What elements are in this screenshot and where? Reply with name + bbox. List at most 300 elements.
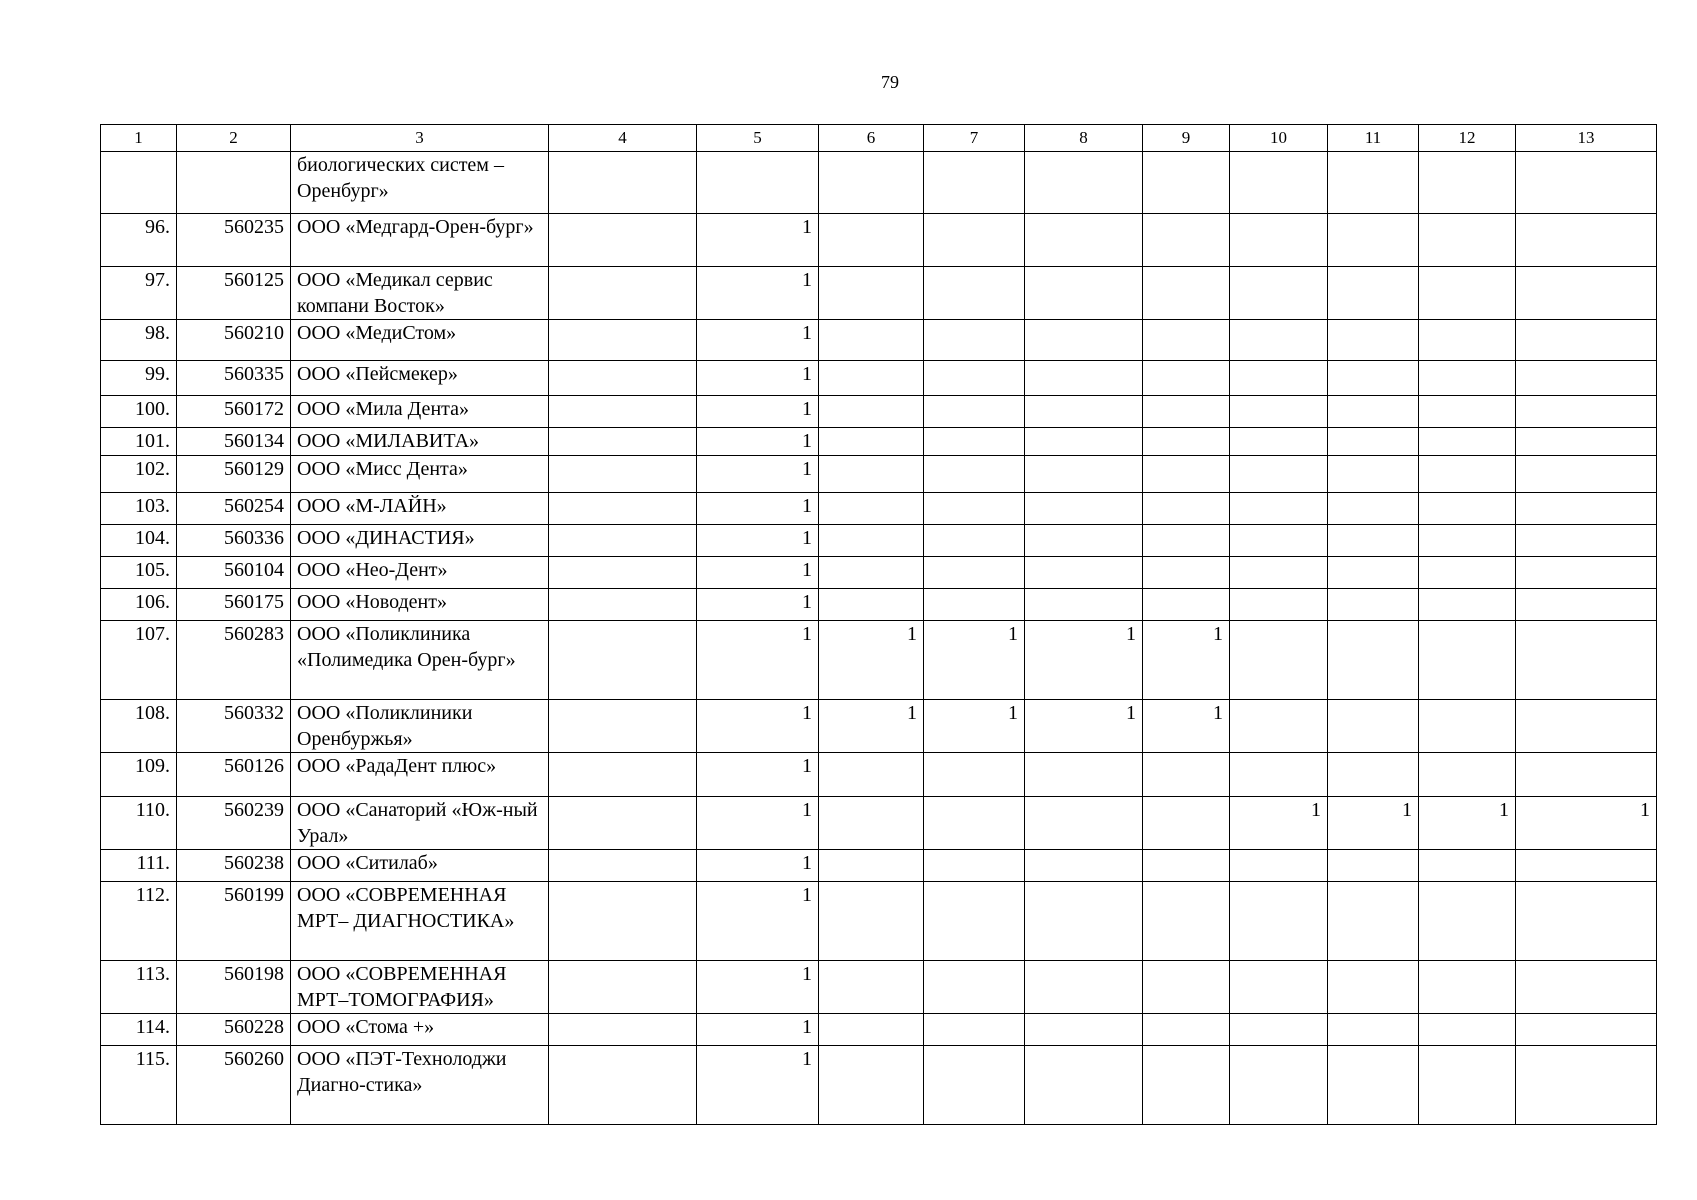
value-col-6 [819, 557, 924, 589]
col-header-8: 8 [1025, 125, 1143, 152]
value-col-5: 1 [697, 396, 819, 428]
org-name: ООО «Ситилаб» [291, 850, 549, 882]
value-col-13 [1516, 493, 1657, 525]
table-row [101, 882, 1657, 961]
value-col-9 [1143, 428, 1230, 456]
value-col-4 [549, 320, 697, 361]
value-col-5: 1 [697, 493, 819, 525]
org-code: 560198 [177, 961, 291, 1014]
org-name: ООО «МедиСтом» [291, 320, 549, 361]
table-row [101, 1046, 1657, 1125]
table-row [101, 797, 1657, 850]
value-col-10 [1230, 700, 1328, 753]
org-code: 560254 [177, 493, 291, 525]
row-number: 113. [101, 961, 177, 1014]
value-col-10 [1230, 361, 1328, 396]
value-col-7 [924, 456, 1025, 493]
col-header-1: 1 [101, 125, 177, 152]
value-col-6 [819, 1014, 924, 1046]
value-col-12 [1419, 152, 1516, 214]
value-col-9 [1143, 152, 1230, 214]
value-col-12: 1 [1419, 797, 1516, 850]
value-col-7: 1 [924, 621, 1025, 700]
value-col-4 [549, 493, 697, 525]
value-col-8 [1025, 1046, 1143, 1125]
org-name: ООО «ПЭТ-Технолоджи Диагно-стика» [291, 1046, 549, 1125]
value-col-10 [1230, 850, 1328, 882]
value-col-12 [1419, 850, 1516, 882]
value-col-11 [1328, 961, 1419, 1014]
value-col-11 [1328, 753, 1419, 797]
value-col-9 [1143, 850, 1230, 882]
value-col-4 [549, 589, 697, 621]
value-col-8 [1025, 882, 1143, 961]
value-col-8 [1025, 850, 1143, 882]
org-name: ООО «Пейсмекер» [291, 361, 549, 396]
value-col-10 [1230, 267, 1328, 320]
value-col-7 [924, 882, 1025, 961]
row-number: 115. [101, 1046, 177, 1125]
value-col-10 [1230, 621, 1328, 700]
value-col-10 [1230, 557, 1328, 589]
value-col-10 [1230, 214, 1328, 267]
value-col-7 [924, 961, 1025, 1014]
value-col-9 [1143, 961, 1230, 1014]
value-col-11 [1328, 320, 1419, 361]
row-number: 99. [101, 361, 177, 396]
value-col-6 [819, 361, 924, 396]
table-row [101, 214, 1657, 267]
value-col-11 [1328, 1014, 1419, 1046]
row-number: 103. [101, 493, 177, 525]
value-col-12 [1419, 589, 1516, 621]
table-row [101, 456, 1657, 493]
org-code: 560104 [177, 557, 291, 589]
table-row [101, 1014, 1657, 1046]
org-code: 560336 [177, 525, 291, 557]
value-col-5: 1 [697, 557, 819, 589]
value-col-11 [1328, 267, 1419, 320]
value-col-12 [1419, 557, 1516, 589]
value-col-10 [1230, 1046, 1328, 1125]
row-number: 98. [101, 320, 177, 361]
value-col-5: 1 [697, 214, 819, 267]
value-col-12 [1419, 214, 1516, 267]
value-col-7 [924, 753, 1025, 797]
value-col-7 [924, 589, 1025, 621]
value-col-5: 1 [697, 753, 819, 797]
value-col-13 [1516, 152, 1657, 214]
value-col-11 [1328, 456, 1419, 493]
value-col-5: 1 [697, 961, 819, 1014]
row-number: 114. [101, 1014, 177, 1046]
value-col-6 [819, 589, 924, 621]
value-col-8 [1025, 214, 1143, 267]
org-code: 560210 [177, 320, 291, 361]
value-col-5: 1 [697, 621, 819, 700]
value-col-5: 1 [697, 1014, 819, 1046]
org-code: 560228 [177, 1014, 291, 1046]
col-header-12: 12 [1419, 125, 1516, 152]
value-col-10 [1230, 428, 1328, 456]
value-col-5 [697, 152, 819, 214]
value-col-10 [1230, 525, 1328, 557]
value-col-13 [1516, 882, 1657, 961]
table-row [101, 621, 1657, 700]
row-number: 100. [101, 396, 177, 428]
value-col-4 [549, 428, 697, 456]
value-col-4 [549, 152, 697, 214]
value-col-11 [1328, 1046, 1419, 1125]
value-col-4 [549, 961, 697, 1014]
value-col-8 [1025, 797, 1143, 850]
value-col-8 [1025, 396, 1143, 428]
value-col-9 [1143, 797, 1230, 850]
org-name: ООО «Медикал сервис компани Восток» [291, 267, 549, 320]
value-col-13 [1516, 621, 1657, 700]
value-col-4 [549, 557, 697, 589]
value-col-13 [1516, 320, 1657, 361]
org-code: 560239 [177, 797, 291, 850]
value-col-13 [1516, 1046, 1657, 1125]
value-col-10 [1230, 961, 1328, 1014]
org-code: 560134 [177, 428, 291, 456]
value-col-6 [819, 456, 924, 493]
org-name: ООО «Стома +» [291, 1014, 549, 1046]
value-col-6 [819, 753, 924, 797]
table-row [101, 267, 1657, 320]
col-header-6: 6 [819, 125, 924, 152]
org-code: 560129 [177, 456, 291, 493]
value-col-9 [1143, 1046, 1230, 1125]
org-name: ООО «МИЛАВИТА» [291, 428, 549, 456]
org-code [177, 152, 291, 214]
value-col-5: 1 [697, 361, 819, 396]
value-col-10 [1230, 753, 1328, 797]
value-col-13 [1516, 214, 1657, 267]
table-row [101, 525, 1657, 557]
value-col-11 [1328, 589, 1419, 621]
org-name: ООО «СОВРЕМЕННАЯ МРТ–ТОМОГРАФИЯ» [291, 961, 549, 1014]
value-col-12 [1419, 267, 1516, 320]
value-col-9 [1143, 589, 1230, 621]
org-code: 560172 [177, 396, 291, 428]
value-col-7 [924, 428, 1025, 456]
value-col-12 [1419, 621, 1516, 700]
value-col-10 [1230, 456, 1328, 493]
value-col-7 [924, 1046, 1025, 1125]
value-col-9 [1143, 882, 1230, 961]
org-name: ООО «Поликлиника «Полимедика Орен-бург» [291, 621, 549, 700]
value-col-12 [1419, 882, 1516, 961]
value-col-4 [549, 753, 697, 797]
value-col-7 [924, 320, 1025, 361]
value-col-8 [1025, 1014, 1143, 1046]
value-col-9 [1143, 214, 1230, 267]
value-col-10 [1230, 882, 1328, 961]
value-col-8: 1 [1025, 700, 1143, 753]
value-col-7 [924, 797, 1025, 850]
value-col-10: 1 [1230, 797, 1328, 850]
org-code: 560260 [177, 1046, 291, 1125]
org-code: 560335 [177, 361, 291, 396]
value-col-6 [819, 1046, 924, 1125]
value-col-9: 1 [1143, 621, 1230, 700]
row-number: 110. [101, 797, 177, 850]
value-col-13 [1516, 456, 1657, 493]
value-col-13 [1516, 753, 1657, 797]
value-col-11: 1 [1328, 797, 1419, 850]
value-col-8 [1025, 456, 1143, 493]
value-col-6 [819, 267, 924, 320]
value-col-12 [1419, 700, 1516, 753]
org-code: 560238 [177, 850, 291, 882]
value-col-9 [1143, 525, 1230, 557]
row-number: 96. [101, 214, 177, 267]
value-col-11 [1328, 428, 1419, 456]
value-col-6 [819, 320, 924, 361]
value-col-12 [1419, 396, 1516, 428]
value-col-6 [819, 525, 924, 557]
value-col-10 [1230, 396, 1328, 428]
value-col-6 [819, 797, 924, 850]
value-col-6 [819, 396, 924, 428]
value-col-11 [1328, 214, 1419, 267]
value-col-13 [1516, 361, 1657, 396]
value-col-6 [819, 493, 924, 525]
value-col-13 [1516, 428, 1657, 456]
table-row [101, 493, 1657, 525]
org-name: ООО «Нео-Дент» [291, 557, 549, 589]
value-col-4 [549, 621, 697, 700]
value-col-13 [1516, 557, 1657, 589]
value-col-4 [549, 361, 697, 396]
value-col-6 [819, 961, 924, 1014]
value-col-11 [1328, 525, 1419, 557]
value-col-8 [1025, 428, 1143, 456]
value-col-6: 1 [819, 700, 924, 753]
value-col-9 [1143, 557, 1230, 589]
value-col-7 [924, 557, 1025, 589]
value-col-4 [549, 214, 697, 267]
value-col-12 [1419, 961, 1516, 1014]
org-name: ООО «М-ЛАЙН» [291, 493, 549, 525]
value-col-5: 1 [697, 589, 819, 621]
table-row [101, 850, 1657, 882]
value-col-7: 1 [924, 700, 1025, 753]
org-code: 560175 [177, 589, 291, 621]
value-col-12 [1419, 1046, 1516, 1125]
value-col-11 [1328, 361, 1419, 396]
value-col-12 [1419, 320, 1516, 361]
value-col-9 [1143, 361, 1230, 396]
value-col-8 [1025, 361, 1143, 396]
org-name: ООО «Новодент» [291, 589, 549, 621]
org-name: ООО «Санаторий «Юж-ный Урал» [291, 797, 549, 850]
value-col-11 [1328, 621, 1419, 700]
value-col-8 [1025, 557, 1143, 589]
value-col-9 [1143, 753, 1230, 797]
row-number: 107. [101, 621, 177, 700]
value-col-13 [1516, 700, 1657, 753]
row-number [101, 152, 177, 214]
value-col-7 [924, 214, 1025, 267]
value-col-7 [924, 152, 1025, 214]
value-col-4 [549, 456, 697, 493]
row-number: 112. [101, 882, 177, 961]
value-col-11 [1328, 493, 1419, 525]
value-col-13: 1 [1516, 797, 1657, 850]
row-number: 104. [101, 525, 177, 557]
value-col-13 [1516, 267, 1657, 320]
row-number: 101. [101, 428, 177, 456]
row-number: 105. [101, 557, 177, 589]
value-col-7 [924, 525, 1025, 557]
row-number: 109. [101, 753, 177, 797]
value-col-6 [819, 214, 924, 267]
table-row [101, 557, 1657, 589]
col-header-13: 13 [1516, 125, 1657, 152]
col-header-9: 9 [1143, 125, 1230, 152]
value-col-9 [1143, 396, 1230, 428]
value-col-8 [1025, 525, 1143, 557]
value-col-11 [1328, 396, 1419, 428]
value-col-9 [1143, 456, 1230, 493]
value-col-8 [1025, 961, 1143, 1014]
column-number-header [101, 125, 1657, 152]
value-col-11 [1328, 557, 1419, 589]
value-col-5: 1 [697, 267, 819, 320]
value-col-7 [924, 267, 1025, 320]
value-col-5: 1 [697, 882, 819, 961]
row-number: 102. [101, 456, 177, 493]
org-name: ООО «Поликлиники Оренбуржья» [291, 700, 549, 753]
value-col-9 [1143, 320, 1230, 361]
value-col-10 [1230, 320, 1328, 361]
value-col-9: 1 [1143, 700, 1230, 753]
value-col-12 [1419, 361, 1516, 396]
value-col-4 [549, 1046, 697, 1125]
org-code: 560126 [177, 753, 291, 797]
value-col-4 [549, 882, 697, 961]
org-code: 560235 [177, 214, 291, 267]
org-code: 560199 [177, 882, 291, 961]
value-col-13 [1516, 589, 1657, 621]
value-col-6 [819, 152, 924, 214]
org-name: биологических систем – Оренбург» [291, 152, 549, 214]
col-header-5: 5 [697, 125, 819, 152]
value-col-12 [1419, 753, 1516, 797]
value-col-4 [549, 850, 697, 882]
col-header-11: 11 [1328, 125, 1419, 152]
value-col-12 [1419, 1014, 1516, 1046]
col-header-7: 7 [924, 125, 1025, 152]
table-row [101, 361, 1657, 396]
org-name: ООО «СОВРЕМЕННАЯ МРТ– ДИАГНОСТИКА» [291, 882, 549, 961]
value-col-8 [1025, 589, 1143, 621]
value-col-4 [549, 1014, 697, 1046]
table-row [101, 589, 1657, 621]
value-col-5: 1 [697, 320, 819, 361]
value-col-12 [1419, 493, 1516, 525]
value-col-13 [1516, 961, 1657, 1014]
value-col-13 [1516, 1014, 1657, 1046]
value-col-8 [1025, 753, 1143, 797]
org-name: ООО «Мила Дента» [291, 396, 549, 428]
row-number: 111. [101, 850, 177, 882]
value-col-12 [1419, 525, 1516, 557]
value-col-4 [549, 700, 697, 753]
row-number: 108. [101, 700, 177, 753]
org-name: ООО «Мисс Дента» [291, 456, 549, 493]
value-col-10 [1230, 1014, 1328, 1046]
value-col-11 [1328, 700, 1419, 753]
col-header-4: 4 [549, 125, 697, 152]
value-col-9 [1143, 493, 1230, 525]
value-col-8 [1025, 267, 1143, 320]
value-col-12 [1419, 428, 1516, 456]
value-col-10 [1230, 152, 1328, 214]
value-col-6 [819, 428, 924, 456]
page-number: 79 [881, 72, 899, 92]
value-col-11 [1328, 882, 1419, 961]
value-col-11 [1328, 850, 1419, 882]
value-col-6: 1 [819, 621, 924, 700]
table-row [101, 428, 1657, 456]
org-code: 560283 [177, 621, 291, 700]
value-col-5: 1 [697, 850, 819, 882]
value-col-13 [1516, 525, 1657, 557]
table-row [101, 152, 1657, 214]
value-col-8 [1025, 493, 1143, 525]
org-name: ООО «Медгард-Орен-бург» [291, 214, 549, 267]
value-col-7 [924, 1014, 1025, 1046]
value-col-12 [1419, 456, 1516, 493]
row-number: 97. [101, 267, 177, 320]
value-col-7 [924, 396, 1025, 428]
table-row [101, 753, 1657, 797]
value-col-13 [1516, 396, 1657, 428]
value-col-5: 1 [697, 456, 819, 493]
value-col-10 [1230, 589, 1328, 621]
org-name: ООО «РадаДент плюс» [291, 753, 549, 797]
value-col-4 [549, 267, 697, 320]
org-name: ООО «ДИНАСТИЯ» [291, 525, 549, 557]
org-code: 560125 [177, 267, 291, 320]
value-col-5: 1 [697, 700, 819, 753]
value-col-9 [1143, 1014, 1230, 1046]
col-header-3: 3 [291, 125, 549, 152]
table-row [101, 961, 1657, 1014]
value-col-7 [924, 361, 1025, 396]
value-col-5: 1 [697, 797, 819, 850]
table-row [101, 320, 1657, 361]
value-col-7 [924, 493, 1025, 525]
col-header-2: 2 [177, 125, 291, 152]
row-number: 106. [101, 589, 177, 621]
value-col-6 [819, 850, 924, 882]
value-col-5: 1 [697, 525, 819, 557]
value-col-11 [1328, 152, 1419, 214]
value-col-8 [1025, 152, 1143, 214]
value-col-4 [549, 797, 697, 850]
value-col-10 [1230, 493, 1328, 525]
org-code: 560332 [177, 700, 291, 753]
table-row [101, 700, 1657, 753]
value-col-4 [549, 525, 697, 557]
table-row [101, 396, 1657, 428]
value-col-8: 1 [1025, 621, 1143, 700]
